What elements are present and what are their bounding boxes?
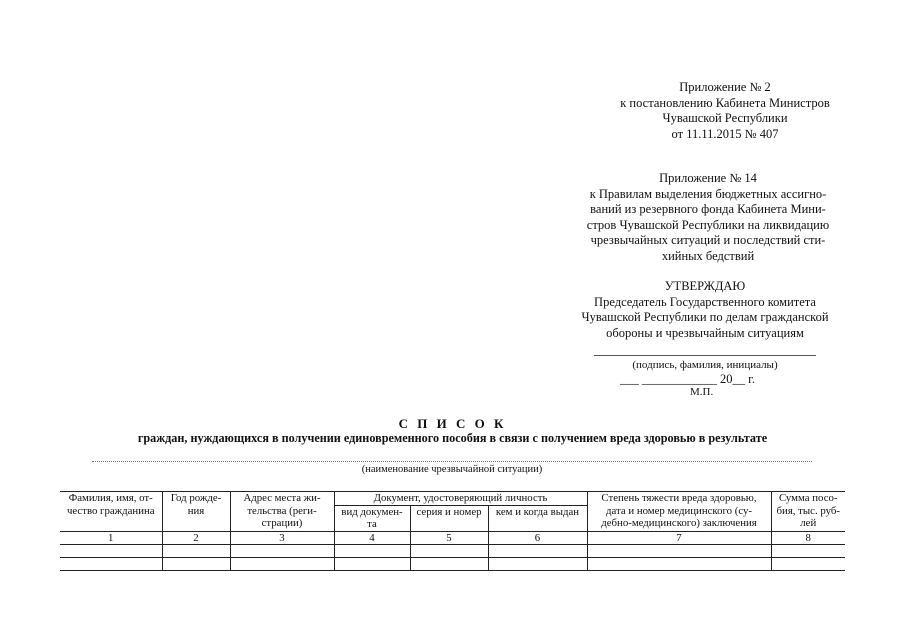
header-name — [60, 492, 162, 532]
table-cell — [230, 557, 334, 570]
signature-hint: (подпись, фамилия, инициалы) — [632, 359, 778, 371]
appendix-2-line: Приложение № 2 — [679, 80, 771, 94]
table-cell — [410, 544, 488, 557]
appendix-2-block — [595, 80, 855, 142]
signature-line — [594, 355, 816, 356]
table-cell — [771, 557, 845, 570]
appendix-14-line: к Правилам выделения бюджетных ассигно- — [589, 186, 827, 201]
table-cell — [587, 544, 771, 557]
appendix-2-line: Чувашской Республики — [662, 111, 788, 126]
header-text: чество гражданина — [66, 504, 155, 517]
table-number-row — [60, 531, 845, 544]
table-cell — [587, 557, 771, 570]
header-text: Степень тяжести вреда здоровью, — [601, 492, 757, 504]
column-number: 6 — [488, 531, 587, 544]
header-text: Год рожде- — [170, 492, 222, 504]
citizens-table — [60, 491, 845, 571]
header-text: вид докумен- — [341, 505, 403, 518]
table-row — [60, 557, 845, 570]
appendix-2-line: от 11.11.2015 № 407 — [671, 126, 779, 141]
document-subtitle: граждан, нуждающихся в получении единовременного пособия в связи с получением вреда здоровью в результате — [137, 431, 768, 445]
appendix-2-line: к постановлению Кабинета Министров — [620, 95, 830, 110]
table-cell — [60, 557, 162, 570]
column-number: 2 — [162, 531, 230, 544]
header-text: дебно-медицинского) заключения — [601, 517, 757, 529]
approval-block — [555, 279, 855, 341]
document-title: С П И С О К — [398, 416, 507, 431]
table-cell — [488, 544, 587, 557]
column-number: 7 — [587, 531, 771, 544]
appendix-14-block — [563, 171, 853, 265]
emergency-name-hint: (наименование чрезвычайной ситуации) — [361, 464, 543, 475]
column-number: 5 — [410, 531, 488, 544]
header-doc-type — [334, 505, 410, 531]
header-text: Адрес места жи- — [243, 492, 321, 504]
column-number: 8 — [771, 531, 845, 544]
header-doc-series: серия и номер — [410, 505, 488, 531]
approval-heading: УТВЕРЖДАЮ — [664, 279, 746, 293]
appendix-14-line: чрезвычайных ситуаций и последствий сти- — [590, 233, 826, 248]
header-amount — [771, 492, 845, 532]
approval-line: Чувашской Республики по делам гражданской — [581, 310, 829, 325]
header-doc-issued: кем и когда выдан — [488, 505, 587, 531]
table-cell — [771, 544, 845, 557]
emergency-name-line — [92, 461, 812, 462]
header-severity — [587, 492, 771, 532]
table-cell — [60, 544, 162, 557]
table-cell — [410, 557, 488, 570]
table-cell — [488, 557, 587, 570]
header-year — [162, 492, 230, 532]
header-text: Фамилия, имя, от- — [68, 492, 153, 504]
table-cell — [162, 544, 230, 557]
header-text: ния — [187, 504, 205, 517]
column-number: 4 — [334, 531, 410, 544]
appendix-14-line: Приложение № 14 — [659, 171, 757, 185]
header-address — [230, 492, 334, 532]
header-text: страции) — [261, 517, 303, 529]
header-text: тельства (реги- — [247, 504, 317, 517]
appendix-14-line: стров Чувашской Республики на ликвидацию — [586, 217, 830, 232]
approval-line: обороны и чрезвычайным ситуациям — [606, 325, 804, 340]
header-text: бия, тыс. руб- — [776, 504, 840, 517]
appendix-14-line: ваний из резервного фонда Кабинета Мини- — [590, 202, 826, 217]
appendix-14-line: хийных бедствий — [661, 248, 755, 263]
table-row — [60, 544, 845, 557]
table-cell — [230, 544, 334, 557]
header-document: Документ, удостоверяющий личность — [334, 492, 587, 506]
header-text: Сумма посо- — [778, 492, 838, 504]
table-cell — [162, 557, 230, 570]
table-cell — [334, 557, 410, 570]
column-number: 1 — [60, 531, 162, 544]
stamp-label: М.П. — [690, 386, 714, 398]
date-line: ___ ____________ 20__ г. — [620, 372, 755, 386]
table-header-row — [60, 492, 845, 506]
table-cell — [334, 544, 410, 557]
column-number: 3 — [230, 531, 334, 544]
header-text: дата и номер медицинского (су- — [606, 504, 752, 517]
header-text: та — [367, 518, 377, 530]
header-text: лей — [800, 517, 817, 529]
approval-line: Председатель Государственного комитета — [594, 294, 816, 309]
